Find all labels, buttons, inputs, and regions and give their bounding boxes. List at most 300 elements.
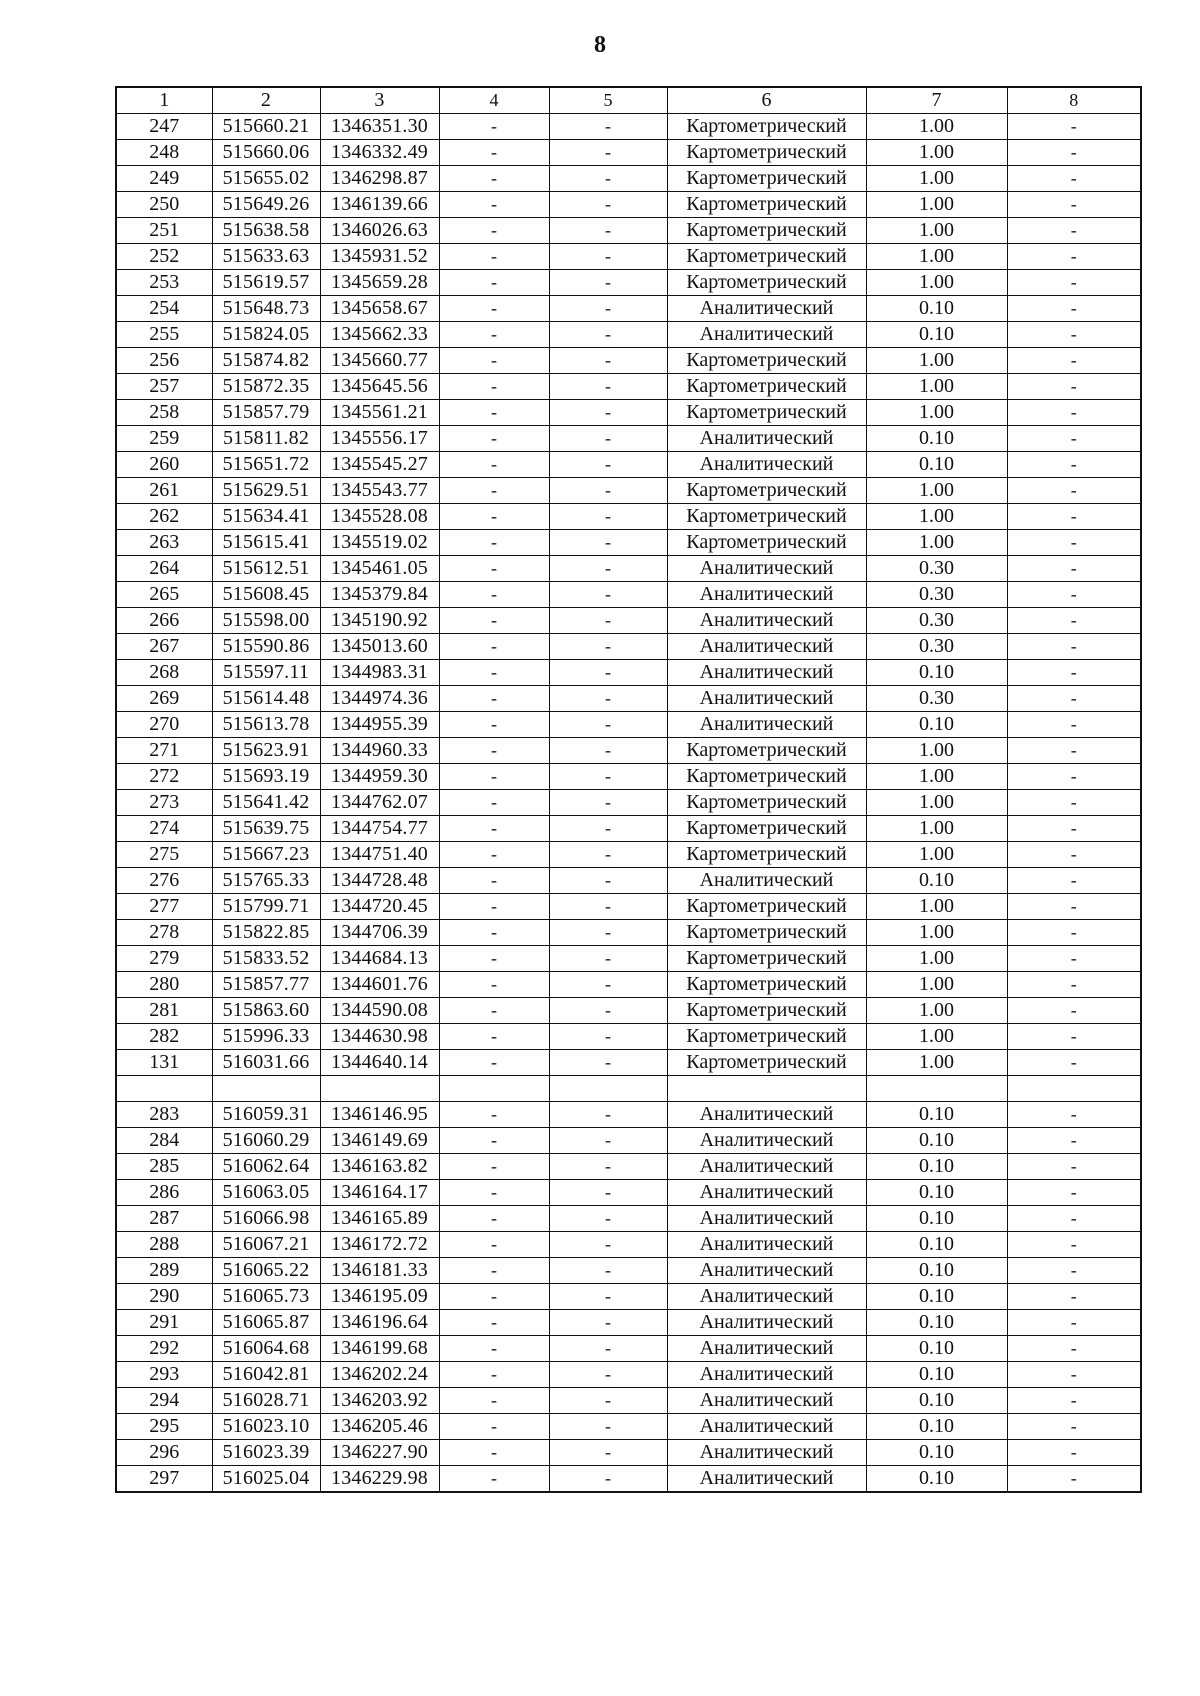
table-row [116,686,1141,712]
cell-point-number: 259 [116,426,212,452]
cell-point-number: 273 [116,790,212,816]
cell-point-number: 268 [116,660,212,686]
cell-col-5: - [549,1180,667,1206]
cell-method: Аналитический [667,1310,866,1336]
cell-point-number [116,1076,212,1102]
cell-method: Аналитический [667,322,866,348]
table-row [116,972,1141,998]
cell-method: Аналитический [667,582,866,608]
cell-y-coordinate: 1346149.69 [320,1128,439,1154]
cell-col-5: - [549,322,667,348]
cell-accuracy: 1.00 [866,764,1007,790]
cell-point-number: 295 [116,1414,212,1440]
cell-y-coordinate: 1346196.64 [320,1310,439,1336]
table-row [116,660,1141,686]
cell-col-4: - [439,816,549,842]
header-cell-1: 1 [116,87,212,114]
cell-method: Картометрический [667,946,866,972]
cell-y-coordinate: 1344955.39 [320,712,439,738]
cell-col-8: - [1007,842,1141,868]
cell-accuracy: 0.10 [866,1466,1007,1493]
cell-point-number: 255 [116,322,212,348]
cell-col-4: - [439,998,549,1024]
table-row [116,1128,1141,1154]
cell-accuracy: 1.00 [866,998,1007,1024]
cell-col-4: - [439,1284,549,1310]
cell-col-8: - [1007,452,1141,478]
cell-y-coordinate: 1345931.52 [320,244,439,270]
cell-col-4: - [439,322,549,348]
cell-point-number: 252 [116,244,212,270]
cell-x-coordinate: 515874.82 [212,348,320,374]
cell-method: Картометрический [667,140,866,166]
cell-y-coordinate: 1345543.77 [320,478,439,504]
cell-point-number: 285 [116,1154,212,1180]
cell-point-number: 270 [116,712,212,738]
cell-method: Аналитический [667,686,866,712]
cell-accuracy: 0.10 [866,322,1007,348]
table-row [116,530,1141,556]
cell-point-number: 260 [116,452,212,478]
cell-accuracy: 1.00 [866,192,1007,218]
cell-x-coordinate: 515590.86 [212,634,320,660]
cell-y-coordinate: 1346227.90 [320,1440,439,1466]
cell-y-coordinate: 1345659.28 [320,270,439,296]
cell-col-4: - [439,426,549,452]
cell-y-coordinate: 1345561.21 [320,400,439,426]
cell-point-number: 253 [116,270,212,296]
cell-x-coordinate: 515613.78 [212,712,320,738]
cell-col-5: - [549,192,667,218]
cell-point-number: 272 [116,764,212,790]
cell-col-5: - [549,1128,667,1154]
cell-col-4: - [439,920,549,946]
table-row [116,842,1141,868]
cell-col-5: - [549,504,667,530]
cell-method: Картометрический [667,478,866,504]
table-row [116,1076,1141,1102]
table-row [116,712,1141,738]
cell-point-number: 256 [116,348,212,374]
cell-x-coordinate: 516064.68 [212,1336,320,1362]
cell-col-5: - [549,712,667,738]
cell-col-4: - [439,1102,549,1128]
cell-method: Картометрический [667,894,866,920]
cell-col-8: - [1007,478,1141,504]
cell-col-8: - [1007,946,1141,972]
cell-x-coordinate: 515833.52 [212,946,320,972]
cell-col-5: - [549,1414,667,1440]
cell-col-8: - [1007,270,1141,296]
table-row [116,608,1141,634]
cell-point-number: 281 [116,998,212,1024]
cell-point-number: 282 [116,1024,212,1050]
cell-col-8: - [1007,868,1141,894]
cell-col-5: - [549,790,667,816]
cell-y-coordinate: 1344974.36 [320,686,439,712]
cell-col-4: - [439,1180,549,1206]
cell-method: Картометрический [667,270,866,296]
cell-y-coordinate: 1344630.98 [320,1024,439,1050]
cell-x-coordinate: 515598.00 [212,608,320,634]
table-row [116,270,1141,296]
table-row [116,1232,1141,1258]
table-row [116,296,1141,322]
cell-x-coordinate: 515822.85 [212,920,320,946]
cell-y-coordinate: 1346195.09 [320,1284,439,1310]
cell-method: Картометрический [667,1024,866,1050]
cell-col-5: - [549,946,667,972]
cell-x-coordinate: 515614.48 [212,686,320,712]
cell-col-4: - [439,764,549,790]
cell-y-coordinate: 1346163.82 [320,1154,439,1180]
cell-col-8: - [1007,712,1141,738]
cell-col-5: - [549,114,667,140]
cell-point-number: 290 [116,1284,212,1310]
cell-col-8 [1007,1076,1141,1102]
cell-y-coordinate: 1346203.92 [320,1388,439,1414]
cell-point-number: 293 [116,1362,212,1388]
header-cell-4: 4 [439,87,549,114]
cell-col-4 [439,1076,549,1102]
cell-col-5: - [549,1466,667,1493]
cell-col-4: - [439,608,549,634]
cell-col-4: - [439,218,549,244]
cell-y-coordinate: 1346026.63 [320,218,439,244]
cell-y-coordinate: 1344640.14 [320,1050,439,1076]
cell-method: Картометрический [667,738,866,764]
cell-x-coordinate: 516067.21 [212,1232,320,1258]
cell-col-5: - [549,1154,667,1180]
cell-col-4: - [439,868,549,894]
cell-x-coordinate: 516065.73 [212,1284,320,1310]
cell-col-8: - [1007,920,1141,946]
cell-point-number: 277 [116,894,212,920]
cell-col-5: - [549,400,667,426]
cell-point-number: 274 [116,816,212,842]
cell-x-coordinate: 515619.57 [212,270,320,296]
table-row [116,1466,1141,1493]
cell-col-5: - [549,244,667,270]
cell-point-number: 286 [116,1180,212,1206]
cell-accuracy: 1.00 [866,114,1007,140]
cell-col-5: - [549,1258,667,1284]
cell-y-coordinate: 1344601.76 [320,972,439,998]
table-row [116,1440,1141,1466]
cell-method: Аналитический [667,1232,866,1258]
cell-x-coordinate: 515623.91 [212,738,320,764]
table-row [116,192,1141,218]
cell-col-8: - [1007,1258,1141,1284]
cell-x-coordinate: 515634.41 [212,504,320,530]
table-row [116,634,1141,660]
cell-method: Картометрический [667,764,866,790]
cell-accuracy: 0.10 [866,1232,1007,1258]
table-row [116,1362,1141,1388]
cell-x-coordinate: 516062.64 [212,1154,320,1180]
cell-col-8: - [1007,530,1141,556]
cell-col-8: - [1007,1466,1141,1493]
cell-y-coordinate: 1346181.33 [320,1258,439,1284]
cell-x-coordinate: 516065.87 [212,1310,320,1336]
header-cell-5: 5 [549,87,667,114]
cell-y-coordinate: 1345519.02 [320,530,439,556]
cell-col-4: - [439,972,549,998]
cell-col-5: - [549,1206,667,1232]
cell-col-8: - [1007,348,1141,374]
cell-x-coordinate: 515863.60 [212,998,320,1024]
cell-col-5: - [549,374,667,400]
cell-x-coordinate: 516042.81 [212,1362,320,1388]
cell-x-coordinate: 516066.98 [212,1206,320,1232]
cell-col-5: - [549,660,667,686]
cell-point-number: 291 [116,1310,212,1336]
cell-col-5: - [549,686,667,712]
cell-x-coordinate: 515660.21 [212,114,320,140]
cell-col-8: - [1007,816,1141,842]
table-row [116,374,1141,400]
cell-col-4: - [439,1258,549,1284]
cell-y-coordinate: 1346202.24 [320,1362,439,1388]
cell-col-8: - [1007,1440,1141,1466]
cell-y-coordinate: 1345461.05 [320,556,439,582]
table-row [116,998,1141,1024]
cell-method: Картометрический [667,972,866,998]
cell-point-number: 247 [116,114,212,140]
cell-accuracy: 0.10 [866,1180,1007,1206]
cell-accuracy: 0.10 [866,452,1007,478]
cell-method: Картометрический [667,790,866,816]
cell-method: Картометрический [667,842,866,868]
table-row [116,1024,1141,1050]
cell-col-5: - [549,1388,667,1414]
cell-y-coordinate: 1344751.40 [320,842,439,868]
cell-method: Аналитический [667,712,866,738]
table-row [116,582,1141,608]
cell-col-8: - [1007,764,1141,790]
cell-accuracy: 0.10 [866,1102,1007,1128]
cell-y-coordinate: 1345545.27 [320,452,439,478]
cell-point-number: 258 [116,400,212,426]
cell-y-coordinate: 1346229.98 [320,1466,439,1493]
cell-y-coordinate: 1346172.72 [320,1232,439,1258]
cell-col-5: - [549,1440,667,1466]
cell-accuracy: 0.10 [866,1440,1007,1466]
table-row [116,140,1141,166]
cell-method: Картометрический [667,244,866,270]
cell-col-5: - [549,972,667,998]
cell-x-coordinate: 515633.63 [212,244,320,270]
cell-col-4: - [439,1414,549,1440]
cell-accuracy: 1.00 [866,374,1007,400]
cell-accuracy: 1.00 [866,920,1007,946]
cell-method: Картометрический [667,192,866,218]
cell-accuracy: 0.10 [866,1206,1007,1232]
cell-col-4: - [439,946,549,972]
cell-x-coordinate: 515649.26 [212,192,320,218]
cell-point-number: 275 [116,842,212,868]
cell-accuracy: 1.00 [866,270,1007,296]
cell-x-coordinate: 516031.66 [212,1050,320,1076]
cell-x-coordinate: 515608.45 [212,582,320,608]
cell-col-8: - [1007,1388,1141,1414]
cell-col-4: - [439,1206,549,1232]
cell-point-number: 276 [116,868,212,894]
cell-col-5: - [549,166,667,192]
cell-y-coordinate: 1346199.68 [320,1336,439,1362]
cell-col-8: - [1007,738,1141,764]
cell-accuracy: 0.10 [866,1336,1007,1362]
cell-y-coordinate: 1344762.07 [320,790,439,816]
cell-y-coordinate: 1345660.77 [320,348,439,374]
cell-y-coordinate: 1344754.77 [320,816,439,842]
table-row [116,1206,1141,1232]
cell-col-8: - [1007,1154,1141,1180]
cell-col-8: - [1007,1180,1141,1206]
cell-col-4: - [439,634,549,660]
cell-method: Аналитический [667,1284,866,1310]
table-row [116,166,1141,192]
table-row [116,114,1141,140]
cell-point-number: 284 [116,1128,212,1154]
cell-method: Картометрический [667,504,866,530]
cell-col-4: - [439,140,549,166]
cell-x-coordinate: 516065.22 [212,1258,320,1284]
cell-method: Аналитический [667,634,866,660]
cell-accuracy: 0.30 [866,686,1007,712]
cell-col-4: - [439,530,549,556]
cell-point-number: 249 [116,166,212,192]
cell-x-coordinate: 515648.73 [212,296,320,322]
cell-point-number: 131 [116,1050,212,1076]
cell-point-number: 262 [116,504,212,530]
cell-col-4: - [439,556,549,582]
cell-accuracy: 1.00 [866,816,1007,842]
cell-col-8: - [1007,608,1141,634]
header-cell-7: 7 [866,87,1007,114]
cell-col-4: - [439,1128,549,1154]
cell-col-4: - [439,1232,549,1258]
cell-col-5: - [549,738,667,764]
cell-accuracy: 1.00 [866,530,1007,556]
cell-point-number: 267 [116,634,212,660]
cell-col-4: - [439,504,549,530]
cell-accuracy: 0.10 [866,1284,1007,1310]
cell-y-coordinate [320,1076,439,1102]
cell-col-8: - [1007,790,1141,816]
cell-y-coordinate: 1346165.89 [320,1206,439,1232]
cell-method: Аналитический [667,1466,866,1493]
table-row [116,1180,1141,1206]
cell-col-5: - [549,842,667,868]
table-row [116,348,1141,374]
cell-col-8: - [1007,894,1141,920]
cell-accuracy: 0.30 [866,608,1007,634]
table-row [116,244,1141,270]
cell-y-coordinate: 1345190.92 [320,608,439,634]
cell-col-8: - [1007,1024,1141,1050]
cell-accuracy: 1.00 [866,894,1007,920]
cell-col-4: - [439,400,549,426]
cell-col-8: - [1007,1128,1141,1154]
cell-col-8: - [1007,374,1141,400]
cell-y-coordinate: 1345013.60 [320,634,439,660]
cell-method [667,1076,866,1102]
table-row [116,452,1141,478]
cell-point-number: 296 [116,1440,212,1466]
cell-col-4: - [439,1050,549,1076]
cell-x-coordinate: 515857.77 [212,972,320,998]
table-row [116,1284,1141,1310]
table-row [116,1336,1141,1362]
table-row [116,1310,1141,1336]
cell-accuracy: 1.00 [866,166,1007,192]
cell-accuracy: 0.30 [866,582,1007,608]
cell-col-8: - [1007,192,1141,218]
cell-point-number: 269 [116,686,212,712]
cell-accuracy: 1.00 [866,348,1007,374]
cell-accuracy: 0.10 [866,296,1007,322]
cell-col-8: - [1007,400,1141,426]
cell-col-8: - [1007,1206,1141,1232]
cell-method: Аналитический [667,1206,866,1232]
cell-point-number: 287 [116,1206,212,1232]
cell-x-coordinate: 515629.51 [212,478,320,504]
cell-col-8: - [1007,1102,1141,1128]
table-row [116,920,1141,946]
cell-accuracy: 1.00 [866,478,1007,504]
cell-method: Аналитический [667,1180,866,1206]
cell-col-4: - [439,1310,549,1336]
cell-y-coordinate: 1346164.17 [320,1180,439,1206]
cell-y-coordinate: 1345662.33 [320,322,439,348]
cell-col-4: - [439,192,549,218]
cell-x-coordinate: 515857.79 [212,400,320,426]
cell-accuracy: 0.10 [866,712,1007,738]
cell-x-coordinate: 515765.33 [212,868,320,894]
cell-method: Аналитический [667,608,866,634]
cell-accuracy: 0.30 [866,634,1007,660]
cell-col-4: - [439,1362,549,1388]
cell-y-coordinate: 1346146.95 [320,1102,439,1128]
cell-accuracy: 1.00 [866,218,1007,244]
cell-x-coordinate: 515638.58 [212,218,320,244]
cell-x-coordinate: 515639.75 [212,816,320,842]
cell-accuracy: 1.00 [866,946,1007,972]
cell-col-4: - [439,166,549,192]
cell-method: Аналитический [667,660,866,686]
cell-col-4: - [439,738,549,764]
cell-col-8: - [1007,1362,1141,1388]
cell-col-4: - [439,842,549,868]
cell-accuracy [866,1076,1007,1102]
cell-col-5: - [549,218,667,244]
table-row [116,1050,1141,1076]
cell-col-5: - [549,920,667,946]
cell-col-5: - [549,530,667,556]
cell-x-coordinate: 516023.39 [212,1440,320,1466]
cell-y-coordinate: 1344706.39 [320,920,439,946]
cell-method: Картометрический [667,114,866,140]
cell-col-8: - [1007,634,1141,660]
cell-x-coordinate: 516063.05 [212,1180,320,1206]
cell-y-coordinate: 1344728.48 [320,868,439,894]
cell-col-8: - [1007,1050,1141,1076]
cell-col-5: - [549,140,667,166]
cell-method: Аналитический [667,1336,866,1362]
cell-col-4: - [439,114,549,140]
cell-accuracy: 0.10 [866,1310,1007,1336]
